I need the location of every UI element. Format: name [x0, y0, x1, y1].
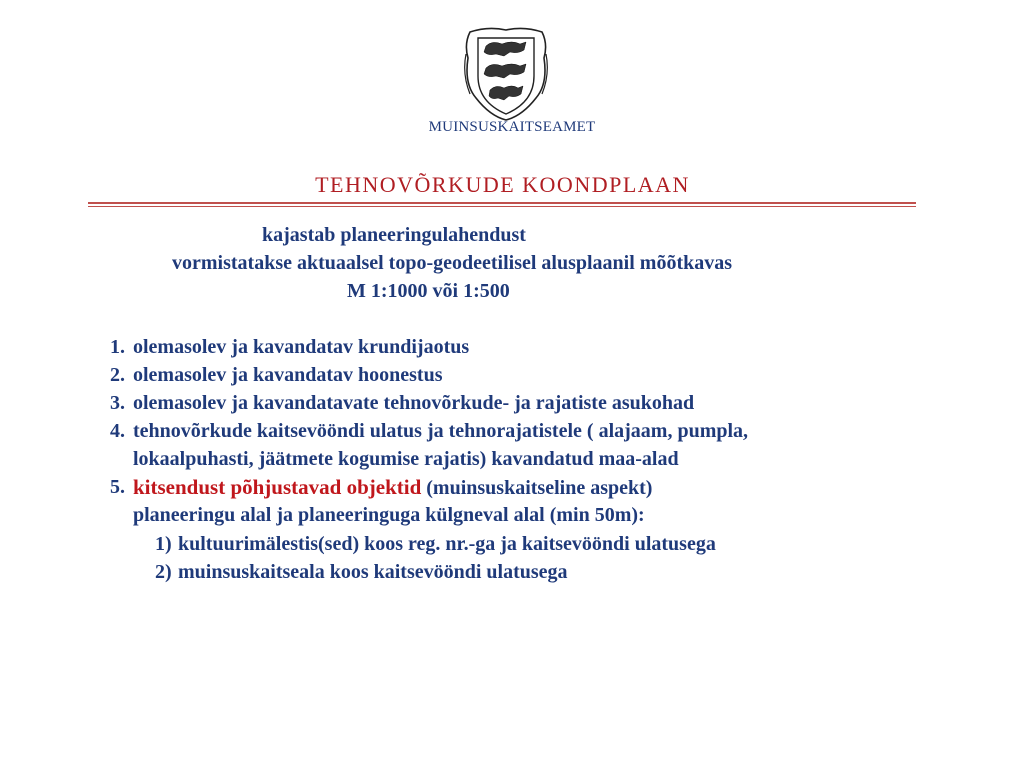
page-title: TEHNOVÕRKUDE KOONDPLAAN: [315, 172, 690, 197]
coat-of-arms-emblem: [462, 24, 550, 122]
sub-item-number: 1): [155, 533, 172, 555]
title-divider-secondary: [88, 206, 916, 207]
sub-item-number: 2): [155, 561, 172, 583]
list-item-text-line: [133, 475, 652, 500]
list-item-text: olemasolev ja kavandatav krundijaotus: [133, 336, 470, 358]
list-item-number: 4.: [110, 420, 125, 442]
sub-item-text: kultuurimälestis(sed) koos reg. nr.-ga ja kaitsevööndi ulatusega: [178, 533, 716, 555]
list-item-continuation: lokaalpuhasti, jäätmete kogumise rajatis) kavandatud maa-alad: [133, 448, 679, 470]
list-item-text: (muinsuskaitseline aspekt): [421, 477, 653, 499]
list-item-number: 1.: [110, 336, 125, 358]
list-item-text: olemasolev ja kavandatav hoonestus: [133, 364, 443, 386]
sub-item-text: muinsuskaitseala koos kaitsevööndi ulatusega: [178, 561, 568, 583]
list-item-continuation: planeeringu alal ja planeeringuga külgneval alal (min 50m):: [133, 504, 645, 526]
list-item-number: 3.: [110, 392, 125, 414]
title-divider: [88, 202, 916, 204]
list-item-text: olemasolev ja kavandatavate tehnovõrkude- ja rajatiste asukohad: [133, 392, 695, 414]
list-item-text: tehnovõrkude kaitsevööndi ulatus ja tehnorajatistele ( alajaam, pumpla,: [133, 420, 749, 442]
agency-name: MUINSUSKAITSEAMET: [428, 119, 596, 135]
highlight-text: kitsendust põhjustavad objektid: [133, 475, 422, 499]
list-item-number: 2.: [110, 364, 125, 386]
intro-line-2: vormistatakse aktuaalsel topo-geodeetilisel alusplaanil mõõtkavas: [172, 252, 733, 274]
intro-line-3: M 1:1000 või 1:500: [347, 280, 510, 302]
list-item-number: 5.: [110, 476, 125, 498]
intro-line-1: kajastab planeeringulahendust: [262, 224, 526, 246]
